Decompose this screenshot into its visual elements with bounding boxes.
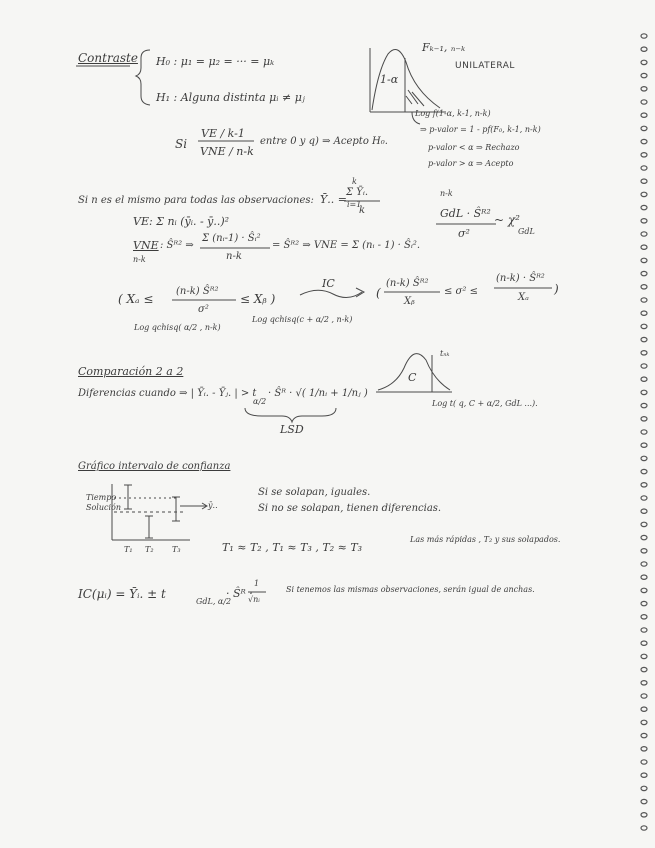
condition-text: entre 0 y q) ⇒ Acepto H₀.	[260, 136, 388, 147]
ic-result-denominator-2: Xₐ	[518, 292, 529, 303]
lsd-label: LSD	[280, 423, 304, 436]
h1-hypothesis: H₁ : Alguna distinta μᵢ ≠ μⱼ	[156, 91, 305, 104]
ic-mu-note: Si tenemos las mismas observaciones, serán igual de anchas.	[286, 585, 535, 594]
ve-formula: VE: Σ nᵢ (ȳᵢ. - ȳ..)²	[133, 215, 230, 228]
ic-result-numerator-1: (n-k) Ŝᴿ²	[386, 278, 429, 289]
ic-inequality-right: ≤ Xᵦ )	[240, 292, 276, 306]
chart-mean-label: ȳ..	[208, 501, 218, 510]
ic-result-denominator-1: Xᵦ	[404, 296, 415, 307]
overlap-yes: Si se solapan, iguales.	[258, 487, 371, 498]
grand-mean-lhs: Ȳ.. =	[320, 193, 347, 206]
chi-numerator: GdL · Ŝᴿ²	[440, 207, 491, 220]
chart-tick-t1: T₁	[124, 545, 133, 554]
ic-inequality-left: ( Xₐ ≤	[118, 292, 154, 306]
ic-result-right: )	[554, 282, 559, 296]
qt-label: Log t( q, C + α/2, GdL ...).	[432, 399, 538, 408]
ic-mu-fraction-denominator: √nᵢ	[248, 595, 260, 604]
equal-obs-intro: Si n es el mismo para todas las observaciones:	[78, 195, 314, 206]
comparacion-heading: Comparación 2 a 2	[78, 365, 184, 378]
chi-top: n-k	[440, 189, 453, 198]
conclusion: Las más rápidas , T₂ y sus solapados.	[410, 535, 561, 544]
log-qf-label: Log f(1-α, k-1, n-k)	[415, 109, 491, 118]
h0-hypothesis: H₀ : μ₁ = μ₂ = ··· = μₖ	[156, 55, 275, 68]
ic-mu-tail: · Ŝᴿ ·	[226, 587, 253, 600]
ic-mu-fraction-numerator: 1	[254, 579, 260, 588]
chart-tick-t3: T₃	[172, 545, 181, 554]
vne-tail: = Ŝᴿ² ⇒ VNE = Σ (nᵢ - 1) · Ŝᵢ².	[272, 240, 421, 251]
grand-mean-denominator: k	[359, 205, 366, 216]
condition-si: Si	[175, 137, 188, 151]
ic-mu-t-subscript: GdL, α/2	[196, 597, 232, 606]
vne-numerator: VNE	[133, 239, 159, 252]
chi-denominator: σ²	[458, 227, 470, 240]
chi-rhs: ~ χ²	[494, 213, 520, 227]
grand-mean-numerator: Σ Ȳᵢ.	[346, 187, 369, 198]
grafico-heading: Gráfico intervalo de confianza	[78, 461, 231, 472]
f-ratio-numerator: VE / k-1	[201, 127, 245, 140]
vne-middle: : Ŝᴿ² ⇒	[160, 240, 194, 251]
ic-mu-formula: IC(μᵢ) = Ȳᵢ. ± t	[78, 587, 166, 601]
alpha-area-label: 1-α	[380, 73, 399, 86]
contraste-brace	[136, 50, 150, 105]
relations: T₁ ≈ T₂ , T₁ ≈ T₃ , T₂ ≈ T₃	[222, 541, 363, 554]
comparacion-t-subscript: α/2	[253, 397, 267, 406]
pvalue-reject: p-valor < α ⇒ Rechazo	[428, 143, 520, 152]
ic-inequality-denominator: σ²	[198, 304, 209, 315]
chart-y-label-2: Solución	[86, 503, 122, 512]
vne-fraction-denominator: n-k	[226, 251, 242, 262]
grand-mean-sum-top: k	[352, 177, 357, 186]
vne-fraction-numerator: Σ (nᵢ-1) · Ŝᵢ²	[202, 233, 261, 244]
f-ratio-denominator: VNE / n-k	[200, 145, 254, 158]
qchisq-upper: Log qchisq(c + α/2 , n-k)	[252, 315, 353, 324]
contraste-heading: Contraste	[78, 51, 138, 65]
ic-arrow-label: IC	[322, 277, 335, 290]
vne-denominator: n-k	[133, 255, 146, 264]
chi-subscript: GdL	[518, 227, 535, 236]
qchisq-lower: Log qchisq( α/2 , n-k)	[134, 323, 221, 332]
pvalue-accept: p-valor > α ⇒ Acepto	[428, 159, 514, 168]
ic-result-middle: ≤ σ² ≤	[444, 286, 478, 297]
pvalue-formula: ⇒ p-valor = 1 - pf(F₀, k-1, n-k)	[420, 125, 541, 134]
chart-y-label-1: Tiempo	[86, 493, 117, 502]
unilateral-label: UNILATERAL	[455, 61, 515, 71]
lsd-formula: · Ŝᴿ · √( 1/nᵢ + 1/nⱼ )	[268, 388, 368, 399]
ic-inequality-numerator: (n-k) Ŝᴿ²	[176, 286, 219, 297]
chart-tick-t2: T₂	[145, 545, 154, 554]
lsd-brace	[245, 408, 336, 422]
t-distribution-label: tₙₖ	[440, 349, 450, 358]
comparacion-text: Diferencias cuando ⇒ | Ȳᵢ. - Ȳⱼ. | > t	[78, 388, 257, 399]
overlap-no: Si no se solapan, tienen diferencias.	[258, 503, 442, 514]
ic-result-numerator-2: (n-k) · Ŝᴿ²	[496, 273, 545, 284]
ic-result-left: (	[376, 286, 381, 300]
grand-mean-sum-bottom: i=1	[347, 200, 362, 209]
ic-arrow-icon	[300, 290, 362, 297]
f-distribution-label: Fₖ₋₁, ₙ₋ₖ	[422, 41, 466, 54]
t-area-label: C	[408, 371, 417, 384]
